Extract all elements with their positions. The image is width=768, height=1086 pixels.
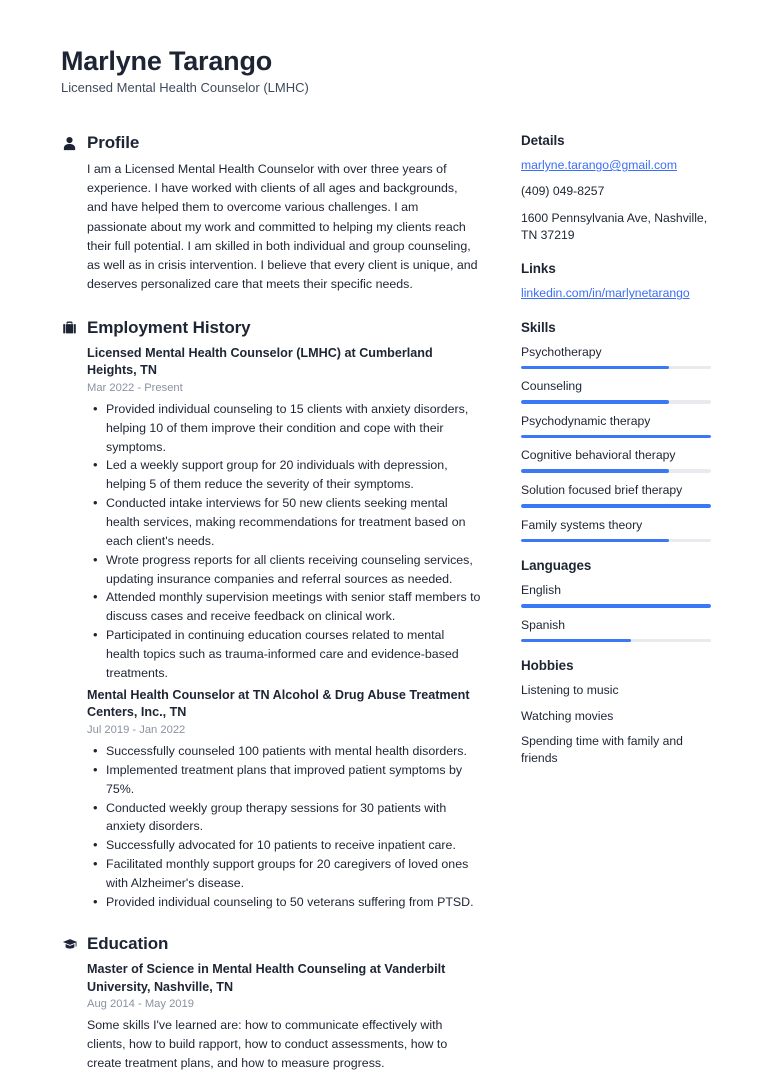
hobby-item: Spending time with family and friends [521,733,683,766]
profile-text: I am a Licensed Mental Health Counselor with over three years of experience. I have worked with clients of all ages and backgrounds, and have helped them to overcome various challenges. I am passionate about my work and committed to helping my clients reach their full potential. I am skilled in both individual and group counseling, as well as in crisis intervention. I believe that every client is unique, and deserves personalized care that meets their specific needs. [87,162,478,292]
skill-level-track [521,435,711,439]
language-level-fill [521,604,711,608]
list-item: • Facilitated monthly support groups for 20 caregivers of loved ones with Alzheimer's disease. [87,855,481,893]
section-profile-title: Profile [87,133,140,152]
briefcase-icon [61,319,78,336]
skill-level-fill [521,366,669,370]
graduation-cap-icon [61,935,78,952]
section-education-title: Education [87,933,169,953]
skill-level-track [521,366,711,370]
list-item: • Led a weekly support group for 20 individuals with depression, helping 5 of them reduce the severity of their symptoms. [87,456,481,494]
section-employment-header [61,318,481,338]
list-item: • Conducted weekly group therapy sessions for 30 patients with anxiety disorders. [87,799,481,837]
language-label: Spanish [521,617,566,632]
phone-text: (409) 049-8257 [521,184,605,199]
skill-item [521,447,713,473]
skill-level-fill [521,504,711,508]
skill-label: Solution focused brief therapy [521,482,683,497]
email-link[interactable]: marlyne.tarango@gmail.com [521,158,677,172]
education-entry-title: Master of Science in Mental Health Counseling at Vanderbilt University, Nashville, TN [87,961,446,994]
skill-label: Psychodynamic therapy [521,413,651,428]
employment-entry [87,687,481,912]
section-employment-title: Employment History [87,317,251,337]
list-item: • Provided individual counseling to 50 veterans suffering from PTSD. [87,893,481,912]
skill-level-fill [521,539,669,543]
section-profile-header [61,133,481,153]
skill-level-track [521,469,711,473]
list-item: • Successfully advocated for 10 patients to receive inpatient care. [87,836,481,855]
list-item: • Implemented treatment plans that improved patient symptoms by 75%. [87,761,481,799]
skill-label: Cognitive behavioral therapy [521,448,676,463]
skill-label: Family systems theory [521,517,643,532]
hobbies-title: Hobbies [521,658,574,674]
skill-item [521,517,713,543]
list-item: • Conducted intake interviews for 50 new clients seeking mental health services, making recommendations for treatment based on each client's needs. [87,494,481,551]
candidate-name: Marlyne Tarango [61,46,273,76]
skill-level-fill [521,400,669,404]
skill-item [521,413,713,439]
languages-title: Languages [521,558,592,574]
section-education-header [61,934,481,954]
candidate-job-title: Licensed Mental Health Counselor (LMHC) [61,80,309,96]
list-item: • Attended monthly supervision meetings with senior staff members to discuss cases and receive feedback on clinical work. [87,588,481,626]
skill-level-fill [521,435,711,439]
section-profile-body [61,160,481,295]
resume-header [61,46,309,97]
sidebar-block-hobbies [521,658,713,767]
skill-level-track [521,400,711,404]
section-education [61,934,481,1074]
language-level-track [521,639,711,643]
skill-item [521,378,713,404]
section-education-body [61,961,481,1074]
list-item: • Wrote progress reports for all clients receiving counseling services, updating insurance companies and referral sources as needed. [87,551,481,589]
links-title: Links [521,261,556,277]
sidebar-block-languages [521,558,713,642]
skills-title: Skills [521,319,556,335]
employment-entry-bullets [87,400,481,683]
linkedin-link[interactable]: linkedin.com/in/marlynetarango [521,286,690,301]
skill-label: Counseling [521,379,582,394]
employment-entry-title: Mental Health Counselor at TN Alcohol & Drug Abuse Treatment Centers, Inc., TN [87,687,470,720]
employment-entry-date: Jul 2019 - Jan 2022 [87,724,186,737]
list-item: • Successfully counseled 100 patients with mental health disorders. [87,742,481,761]
employment-entry [87,345,481,683]
sidebar-block-skills [521,320,713,542]
employment-entry-date: Mar 2022 - Present [87,382,183,395]
details-title: Details [521,133,565,148]
skill-item [521,344,713,370]
person-icon [61,135,78,152]
hobby-item: Watching movies [521,708,614,723]
section-employment [61,318,481,912]
skill-level-track [521,504,711,508]
sidebar-block-links [521,261,713,302]
language-item [521,582,713,608]
language-label: English [521,583,561,598]
skill-level-fill [521,469,669,473]
education-entry-description: Some skills I've learned are: how to communicate effectively with clients, how to build rapport, how to conduct assessments, how to create treatment plans, and how to measure progress. [87,1018,448,1071]
education-entry-date: Aug 2014 - May 2019 [87,998,194,1011]
sidebar-block-details [521,133,713,244]
skill-item [521,482,713,508]
address-text: 1600 Pennsylvania Ave, Nashville, TN 37219 [521,210,708,242]
sidebar-column [521,133,713,787]
language-level-track [521,604,711,608]
section-profile [61,133,481,295]
list-item: • Participated in continuing education courses related to mental health topics such as trauma-informed care and evidence-based treatments. [87,626,481,683]
list-item: • Provided individual counseling to 15 clients with anxiety disorders, helping 10 of them improve their condition and cope with their symptoms. [87,400,481,457]
skill-label: Psychotherapy [521,344,602,359]
main-column [61,133,481,1081]
employment-entry-title: Licensed Mental Health Counselor (LMHC) at Cumberland Heights, TN [87,345,433,378]
employment-entry-bullets [87,742,481,912]
skill-level-track [521,539,711,543]
language-item [521,617,713,643]
hobby-item: Listening to music [521,683,619,698]
education-entry [87,961,481,1074]
language-level-fill [521,639,631,643]
section-employment-body [61,345,481,912]
